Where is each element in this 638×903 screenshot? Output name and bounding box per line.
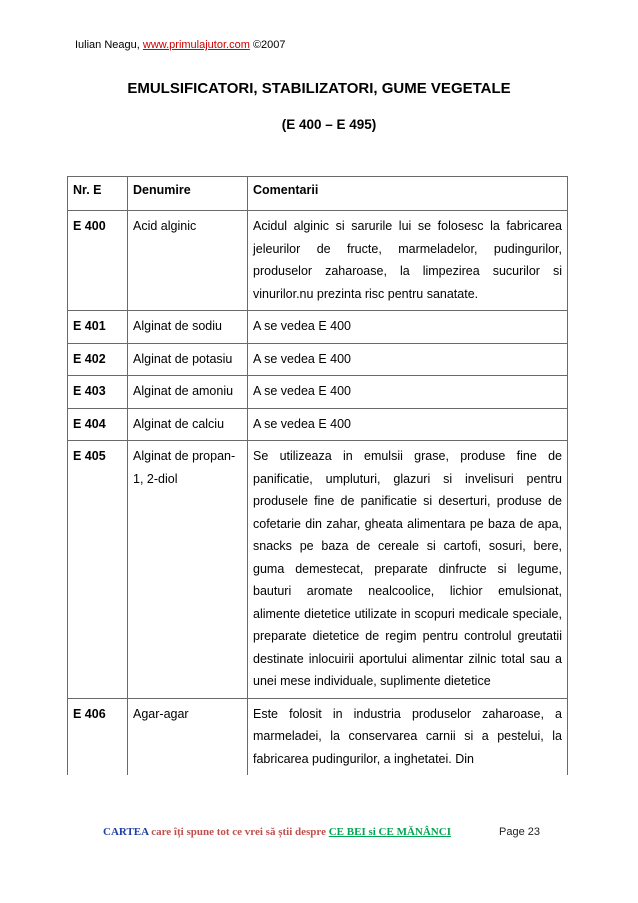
cell-name: Alginat de sodiu xyxy=(128,311,248,344)
table-row xyxy=(68,441,568,699)
cell-name: Agar-agar xyxy=(128,698,248,775)
author-text: Iulian Neagu, xyxy=(75,39,140,51)
cell-code: E 402 xyxy=(68,343,128,376)
table-row xyxy=(68,408,568,441)
copyright-text: ©2007 xyxy=(252,39,286,51)
footer-link[interactable]: CE BEI si CE MĂNÂNCI xyxy=(328,826,451,838)
cell-code: E 401 xyxy=(68,311,128,344)
cell-code: E 404 xyxy=(68,408,128,441)
table-row xyxy=(68,376,568,409)
footer-text xyxy=(103,826,451,838)
table-row xyxy=(68,343,568,376)
cell-comment: A se vedea E 400 xyxy=(248,343,568,376)
cell-name: Alginat de potasiu xyxy=(128,343,248,376)
footer-book-title: CARTEA xyxy=(103,826,149,838)
cell-name: Alginat de propan-1, 2-diol xyxy=(128,441,248,699)
footer-tagline: care îți spune tot ce vrei să știi despre xyxy=(148,826,329,838)
cell-comment: Acidul alginic si sarurile lui se folosesc la fabricarea jeleurilor de fructe, marmeladelor, pudingurilor, produselor zaharoase, la limpezirea sucurilor si vinurilor.nu prezinta risc pentru sanatate. xyxy=(248,211,568,311)
table-row xyxy=(68,698,568,775)
page-header xyxy=(75,39,286,51)
cell-comment: A se vedea E 400 xyxy=(248,376,568,409)
cell-code: E 406 xyxy=(68,698,128,775)
page-number: Page 23 xyxy=(499,826,540,838)
cell-comment: Se utilizeaza in emulsii grase, produse fine de panificatie, umpluturi, glazuri si invelisuri pentru produsele fine de panificatie si deserturi, produse de cofetarie din zahar, gheata alimentara pe baza de apa, snacks pe baza de cereale si cartofi, sosuri, bere, guma demestecat, preparate dinfructe si legume, bauturi aromate nealcoolice, lichior emulsionat, alimente dietetice utilizate in scopuri medicale speciale, preparate dietetice de regim pentru controlul greutatii destinate inlocuirii aportului alimentar zilnic total sau a unei mese individuale, suplimente dietetice xyxy=(248,441,568,699)
cell-code: E 403 xyxy=(68,376,128,409)
cell-comment: Este folosit in industria produselor zaharoase, a marmeladei, la conservarea carnii si a pestelui, la fabricarea pudingurilor, a inghetatei. Din xyxy=(248,698,568,775)
additives-table xyxy=(67,176,568,775)
cell-code: E 405 xyxy=(68,441,128,699)
table-row xyxy=(68,311,568,344)
page-title: EMULSIFICATORI, STABILIZATORI, GUME VEGETALE xyxy=(127,80,511,97)
table-header-row xyxy=(68,177,568,211)
cell-comment: A se vedea E 400 xyxy=(248,408,568,441)
cell-code: E 400 xyxy=(68,211,128,311)
cell-name: Acid alginic xyxy=(128,211,248,311)
page-subtitle: (E 400 – E 495) xyxy=(281,117,377,132)
column-header-name: Denumire xyxy=(128,177,248,211)
table-row xyxy=(68,211,568,311)
column-header-comment: Comentarii xyxy=(248,177,568,211)
cell-comment: A se vedea E 400 xyxy=(248,311,568,344)
cell-name: Alginat de calciu xyxy=(128,408,248,441)
cell-name: Alginat de amoniu xyxy=(128,376,248,409)
website-link[interactable]: www.primulajutor.com xyxy=(142,39,250,51)
column-header-code: Nr. E xyxy=(68,177,128,211)
